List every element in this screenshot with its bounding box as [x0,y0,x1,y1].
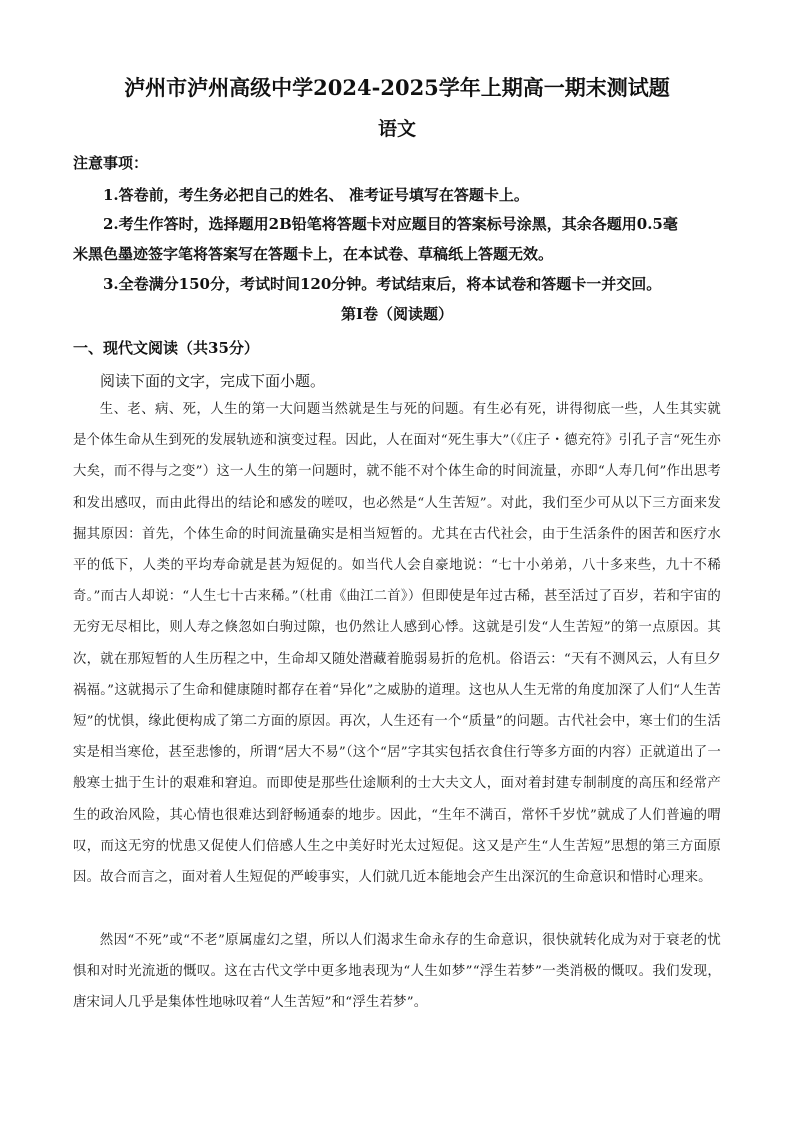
reading-instruction: 阅读下面的文字，完成下面小题。 [100,372,326,390]
exam-title: 泸州市泸州高级中学2024-2025学年上期高一期末测试题 [124,75,670,100]
notes-heading: 注意事项： [73,154,149,172]
passage-paragraph-1: 生、老、病、死，人生的第一大问题当然就是生与死的问题。有生必有死，讲得彻底一些，人生其实就是个体生命从生到死的发展轨迹和演变过程。因此，人在面对“死生事大”（《庄子・德充符》引孔子言“死生亦大矣，而不得与之变”）这一人生的第一问题时，就不能不对个体生命的时间流量，亦即“人寿几何”作出思考和发出感叹，而由此得出的结论和感发的嗟叹，也必然是“人生苦短”。对此，我们至少可从以下三方面来发掘其原因：首先，个体生命的时间流量确实是相当短暂的。尤其在古代社会，由于生活条件的困苦和医疗水平的低下，人类的平均寿命就是甚为短促的。如当代人会自豪地说：“七十小弟弟，八十多来些，九十不稀奇。”而古人却说：“人生七十古来稀。”（杜甫《曲江二首》）但即使是年过古稀，甚至活过了百岁，若和宇宙的无穷无尽相比，则人寿之倏忽如白驹过隙，也仍然让人感到心悸。这就是引发“人生苦短”的第一点原因。其次，就在那短暂的人生历程之中，生命却又随处潜藏着脆弱易折的危机。俗语云：“天有不测风云，人有旦夕祸福。”这就揭示了生命和健康随时都存在着“异化”之威胁的道理。这也从人生无常的角度加深了人们“人生苦短”的忧惧，缘此便构成了第二方面的原因。再次，人生还有一个“质量”的问题。古代社会中，寒士们的生活实是相当寒伧，甚至悲惨的，所谓“居大不易”（这个“居”字其实包括衣食住行等多方面的内容）正就道出了一般寒士拙于生计的艰难和窘迫。而即使是那些仕途顺利的士大夫文人，面对着封建专制制度的高压和经常产生的政治风险，其心情也很难达到舒畅通泰的地步。因此，“生年不满百，常怀千岁忧”就成了人们普遍的喟叹，而这无穷的忧患又促使人们倍感人生之中美好时光太过短促。这又是产生“人生苦短”思想的第三方面原因。故合而言之，面对着人生短促的严峻事实，人们就几近本能地会产生出深沉的生命意识和惜时心理来。 [73,402,721,886]
section-heading: 一、现代文阅读（共35分） [73,339,259,357]
note-item-1: 1.答卷前，考生务必把自己的姓名、 准考证号填写在答题卡上。 [103,186,529,204]
subject-title: 语文 [377,118,416,140]
note-item-2-line-2: 米黑色墨迹签字笔将答案写在答题卡上，在本试卷、草稿纸上答题无效。 [73,245,554,263]
passage-paragraph-2: 然因“不死”或“不老”原属虚幻之望，所以人们渴求生命永存的生命意识，很快就转化成为对于衰老的忧惧和对时光流逝的慨叹。这在古代文学中更多地表现为“人生如梦”“浮生若梦”一类消极的慨叹。我们发现，唐宋词人几乎是集体性地咏叹着“人生苦短”和“浮生若梦”。 [73,933,721,1011]
part-title: 第Ⅰ卷（阅读题） [340,305,454,323]
note-item-2-line-1: 2.考生作答时，选择题用2B铅笔将答题卡对应题目的答案标号涂黑，其余各题用0.5毫 [103,215,678,233]
note-item-3: 3.全卷满分150分，考试时间120分钟。考试结束后，将本试卷和答题卡一并交回。 [103,275,662,293]
